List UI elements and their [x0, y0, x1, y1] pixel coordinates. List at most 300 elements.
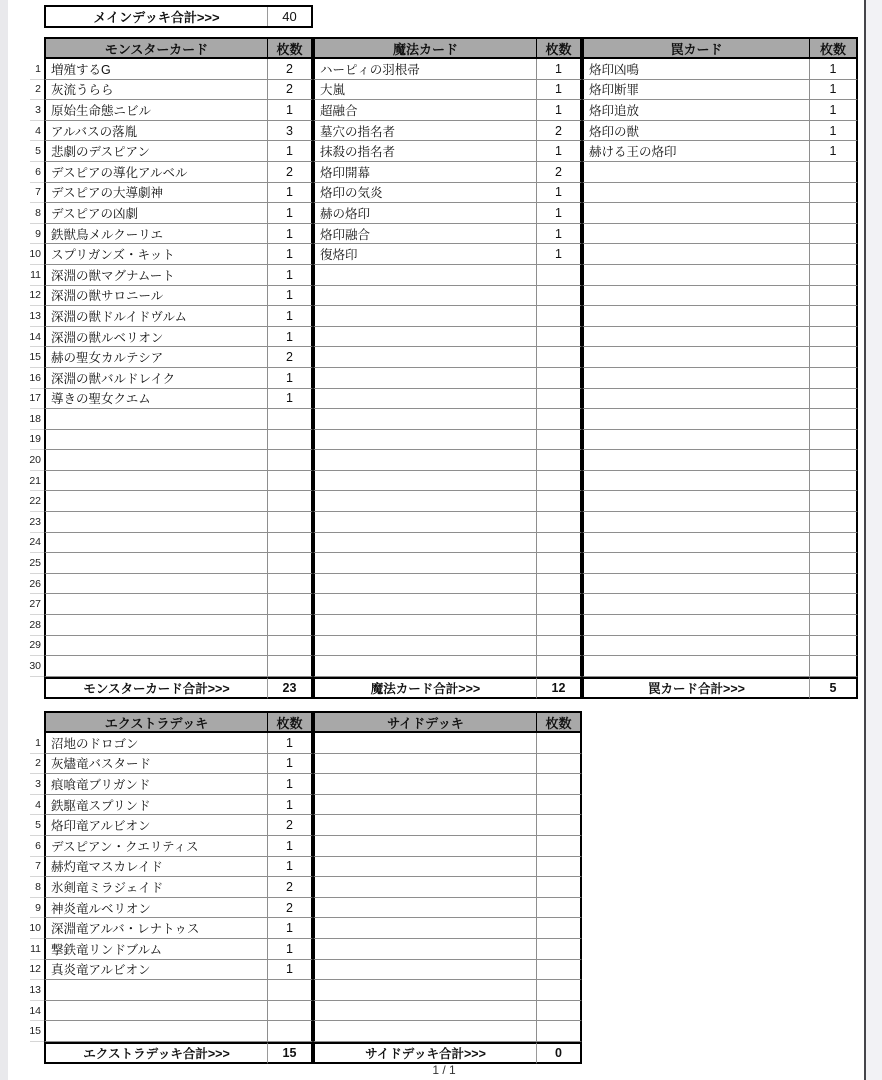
card-name-cell — [313, 980, 537, 1001]
card-count-cell — [537, 286, 582, 307]
card-count-cell: 1 — [268, 224, 313, 245]
row-number-gutter — [30, 37, 44, 59]
row-number: 15 — [30, 347, 44, 368]
card-name-cell — [313, 512, 537, 533]
card-count-cell — [810, 327, 858, 348]
card-count-cell — [810, 574, 858, 595]
card-name-cell: 烙印追放 — [582, 100, 810, 121]
card-count-cell — [810, 389, 858, 410]
column-header: 魔法カード — [313, 37, 537, 59]
card-count-cell — [810, 553, 858, 574]
card-count-cell — [537, 636, 582, 657]
card-count-cell — [810, 347, 858, 368]
card-name-cell: 烙印凶鳴 — [582, 59, 810, 80]
card-name-cell — [582, 224, 810, 245]
card-count-cell — [537, 774, 582, 795]
card-count-cell — [537, 656, 582, 677]
card-name-cell — [313, 594, 537, 615]
card-count-cell: 1 — [537, 100, 582, 121]
row-number: 15 — [30, 1021, 44, 1042]
card-count-cell — [810, 265, 858, 286]
row-number: 10 — [30, 918, 44, 939]
row-number: 23 — [30, 512, 44, 533]
card-name-cell: 烙印開幕 — [313, 162, 537, 183]
card-name-cell — [313, 918, 537, 939]
card-name-cell — [313, 368, 537, 389]
row-number: 11 — [30, 265, 44, 286]
card-name-cell — [582, 389, 810, 410]
card-name-cell — [582, 162, 810, 183]
card-name-cell — [44, 533, 268, 554]
card-name-cell: 赫の烙印 — [313, 203, 537, 224]
card-name-cell: 烙印融合 — [313, 224, 537, 245]
card-name-cell — [44, 615, 268, 636]
card-name-cell — [313, 815, 537, 836]
card-name-cell — [582, 244, 810, 265]
card-name-cell: 大嵐 — [313, 80, 537, 101]
card-name-cell: 痕喰竜ブリガンド — [44, 774, 268, 795]
card-name-cell — [313, 553, 537, 574]
card-name-cell: 復烙印 — [313, 244, 537, 265]
card-name-cell: 原始生命態ニビル — [44, 100, 268, 121]
card-count-cell: 1 — [268, 774, 313, 795]
card-count-cell — [810, 512, 858, 533]
card-count-cell — [537, 1021, 582, 1042]
row-number: 11 — [30, 939, 44, 960]
card-name-cell — [313, 450, 537, 471]
card-count-cell: 1 — [268, 795, 313, 816]
card-count-cell — [537, 898, 582, 919]
card-name-cell: 烙印の獣 — [582, 121, 810, 142]
column-header: サイドデッキ — [313, 711, 537, 733]
card-name-cell — [582, 409, 810, 430]
card-count-cell: 1 — [268, 203, 313, 224]
card-count-cell — [537, 960, 582, 981]
card-name-cell: 鉄駆竜スプリンド — [44, 795, 268, 816]
card-name-cell — [313, 286, 537, 307]
card-count-cell — [268, 594, 313, 615]
section-total-label: 罠カード合計>>> — [582, 677, 810, 699]
card-count-cell — [537, 306, 582, 327]
card-name-cell — [313, 1001, 537, 1022]
card-count-cell: 1 — [268, 960, 313, 981]
count-column-header: 枚数 — [810, 37, 858, 59]
row-number: 8 — [30, 203, 44, 224]
card-name-cell: デスピアン・クエリティス — [44, 836, 268, 857]
card-name-cell: ハーピィの羽根帚 — [313, 59, 537, 80]
row-number: 27 — [30, 594, 44, 615]
row-number: 1 — [30, 59, 44, 80]
row-number: 4 — [30, 795, 44, 816]
row-number: 7 — [30, 857, 44, 878]
section-total-value: 15 — [268, 1042, 313, 1064]
row-number: 26 — [30, 574, 44, 595]
row-number: 14 — [30, 1001, 44, 1022]
row-number: 21 — [30, 471, 44, 492]
card-name-cell — [313, 347, 537, 368]
card-name-cell: 真炎竜アルビオン — [44, 960, 268, 981]
section-total-label: 魔法カード合計>>> — [313, 677, 537, 699]
card-name-cell: 深淵の獣バルドレイク — [44, 368, 268, 389]
card-name-cell — [313, 656, 537, 677]
card-name-cell — [44, 1001, 268, 1022]
row-number: 12 — [30, 286, 44, 307]
card-name-cell: 抹殺の指名者 — [313, 141, 537, 162]
column-header: エクストラデッキ — [44, 711, 268, 733]
card-count-cell: 1 — [537, 203, 582, 224]
card-name-cell: 烙印の気炎 — [313, 183, 537, 204]
card-count-cell — [810, 594, 858, 615]
row-number: 7 — [30, 183, 44, 204]
row-number: 5 — [30, 815, 44, 836]
row-number: 3 — [30, 100, 44, 121]
card-count-cell — [537, 615, 582, 636]
card-count-cell: 1 — [537, 244, 582, 265]
card-count-cell — [537, 265, 582, 286]
card-count-cell — [537, 733, 582, 754]
row-number: 28 — [30, 615, 44, 636]
card-count-cell: 1 — [268, 286, 313, 307]
row-number: 4 — [30, 121, 44, 142]
card-name-cell: 神炎竜ルベリオン — [44, 898, 268, 919]
card-count-cell: 1 — [268, 939, 313, 960]
card-count-cell: 1 — [268, 918, 313, 939]
card-name-cell — [582, 265, 810, 286]
card-count-cell: 2 — [537, 121, 582, 142]
card-name-cell: 沼地のドロゴン — [44, 733, 268, 754]
card-name-cell: 赫の聖女カルテシア — [44, 347, 268, 368]
card-count-cell: 1 — [810, 59, 858, 80]
card-name-cell — [582, 533, 810, 554]
row-number: 5 — [30, 141, 44, 162]
card-count-cell: 1 — [537, 59, 582, 80]
row-number: 19 — [30, 430, 44, 451]
card-name-cell — [582, 327, 810, 348]
card-name-cell — [313, 615, 537, 636]
row-number: 17 — [30, 389, 44, 410]
count-column-header: 枚数 — [537, 37, 582, 59]
card-count-cell — [810, 286, 858, 307]
row-number: 29 — [30, 636, 44, 657]
card-name-cell — [313, 1021, 537, 1042]
card-count-cell — [537, 815, 582, 836]
card-count-cell — [810, 656, 858, 677]
count-column-header: 枚数 — [268, 37, 313, 59]
card-count-cell: 1 — [537, 224, 582, 245]
row-number: 2 — [30, 754, 44, 775]
card-count-cell — [268, 409, 313, 430]
card-count-cell — [268, 615, 313, 636]
card-count-cell — [537, 471, 582, 492]
card-name-cell — [44, 980, 268, 1001]
card-count-cell: 2 — [268, 877, 313, 898]
card-name-cell: 導きの聖女クエム — [44, 389, 268, 410]
card-count-cell: 1 — [268, 857, 313, 878]
card-count-cell — [537, 918, 582, 939]
card-name-cell — [582, 512, 810, 533]
card-name-cell — [582, 471, 810, 492]
section-total-value: 5 — [810, 677, 858, 699]
card-name-cell: 深淵の獣ルベリオン — [44, 327, 268, 348]
column-header: 罠カード — [582, 37, 810, 59]
row-number: 12 — [30, 960, 44, 981]
card-count-cell: 1 — [537, 141, 582, 162]
row-number: 13 — [30, 306, 44, 327]
card-count-cell — [537, 533, 582, 554]
card-name-cell — [582, 491, 810, 512]
card-name-cell — [44, 553, 268, 574]
card-count-cell: 1 — [268, 244, 313, 265]
card-name-cell — [313, 327, 537, 348]
card-count-cell — [810, 203, 858, 224]
card-count-cell: 1 — [268, 733, 313, 754]
section-total-label: モンスターカード合計>>> — [44, 677, 268, 699]
row-number: 9 — [30, 224, 44, 245]
card-count-cell: 1 — [268, 368, 313, 389]
card-count-cell — [810, 533, 858, 554]
card-name-cell — [582, 450, 810, 471]
card-count-cell — [537, 836, 582, 857]
row-number: 24 — [30, 533, 44, 554]
card-name-cell — [313, 389, 537, 410]
card-name-cell — [44, 491, 268, 512]
card-name-cell — [582, 553, 810, 574]
card-name-cell — [313, 409, 537, 430]
card-count-cell — [537, 594, 582, 615]
card-count-cell — [268, 636, 313, 657]
main-deck-total-box — [44, 5, 313, 28]
card-name-cell — [582, 368, 810, 389]
card-count-cell — [537, 980, 582, 1001]
card-count-cell — [268, 1001, 313, 1022]
count-column-header: 枚数 — [537, 711, 582, 733]
card-count-cell: 2 — [268, 898, 313, 919]
card-name-cell — [44, 594, 268, 615]
card-count-cell: 1 — [268, 327, 313, 348]
card-name-cell — [582, 183, 810, 204]
card-count-cell: 1 — [810, 80, 858, 101]
card-count-cell — [268, 553, 313, 574]
card-count-cell: 1 — [537, 183, 582, 204]
card-count-cell — [810, 224, 858, 245]
card-name-cell: 灰流うらら — [44, 80, 268, 101]
card-name-cell — [313, 574, 537, 595]
card-name-cell — [313, 491, 537, 512]
card-count-cell — [537, 347, 582, 368]
card-name-cell — [582, 203, 810, 224]
card-name-cell: 赫灼竜マスカレイド — [44, 857, 268, 878]
card-name-cell — [313, 795, 537, 816]
card-name-cell: 鉄獣鳥メルクーリエ — [44, 224, 268, 245]
card-count-cell — [268, 450, 313, 471]
card-count-cell — [810, 636, 858, 657]
row-number: 14 — [30, 327, 44, 348]
card-count-cell — [810, 615, 858, 636]
card-name-cell — [313, 306, 537, 327]
card-name-cell — [313, 898, 537, 919]
card-name-cell — [582, 574, 810, 595]
card-count-cell — [537, 939, 582, 960]
card-count-cell — [810, 430, 858, 451]
row-number: 25 — [30, 553, 44, 574]
row-number: 2 — [30, 80, 44, 101]
card-name-cell — [582, 306, 810, 327]
card-name-cell — [582, 656, 810, 677]
card-name-cell — [44, 409, 268, 430]
card-count-cell — [268, 533, 313, 554]
section-total-value: 0 — [537, 1042, 582, 1064]
card-name-cell: 悲劇のデスピアン — [44, 141, 268, 162]
card-name-cell — [582, 615, 810, 636]
card-count-cell: 1 — [810, 100, 858, 121]
card-name-cell — [44, 471, 268, 492]
card-name-cell: 超融合 — [313, 100, 537, 121]
page-left-margin — [0, 0, 8, 1080]
card-count-cell: 2 — [268, 815, 313, 836]
card-name-cell: 赫ける王の烙印 — [582, 141, 810, 162]
card-count-cell — [537, 368, 582, 389]
card-name-cell — [313, 733, 537, 754]
card-count-cell — [537, 795, 582, 816]
card-count-cell — [810, 409, 858, 430]
card-name-cell — [44, 1021, 268, 1042]
card-count-cell — [537, 574, 582, 595]
row-number: 9 — [30, 898, 44, 919]
card-name-cell: 烙印断罪 — [582, 80, 810, 101]
card-count-cell — [810, 162, 858, 183]
card-count-cell — [268, 430, 313, 451]
card-count-cell: 1 — [268, 141, 313, 162]
card-count-cell — [537, 389, 582, 410]
row-number: 30 — [30, 656, 44, 677]
card-count-cell: 2 — [268, 80, 313, 101]
card-name-cell: アルバスの落胤 — [44, 121, 268, 142]
extra-side-deck-table — [30, 711, 582, 1064]
card-count-cell: 2 — [268, 162, 313, 183]
card-count-cell — [537, 327, 582, 348]
card-count-cell — [268, 980, 313, 1001]
card-count-cell — [537, 491, 582, 512]
row-number: 10 — [30, 244, 44, 265]
card-name-cell — [582, 347, 810, 368]
card-count-cell — [810, 491, 858, 512]
row-number-gutter — [30, 677, 44, 699]
card-name-cell: 深淵の獣ドルイドヴルム — [44, 306, 268, 327]
card-name-cell — [582, 430, 810, 451]
card-name-cell: 墓穴の指名者 — [313, 121, 537, 142]
card-name-cell — [44, 574, 268, 595]
card-count-cell — [268, 512, 313, 533]
row-number: 20 — [30, 450, 44, 471]
card-count-cell — [810, 471, 858, 492]
card-count-cell — [810, 450, 858, 471]
card-count-cell: 3 — [268, 121, 313, 142]
card-name-cell — [313, 471, 537, 492]
column-header: モンスターカード — [44, 37, 268, 59]
card-name-cell — [44, 656, 268, 677]
card-name-cell — [44, 430, 268, 451]
card-count-cell — [268, 574, 313, 595]
card-name-cell: 深淵の獣サロニール — [44, 286, 268, 307]
row-number-gutter — [30, 1042, 44, 1064]
card-count-cell — [810, 306, 858, 327]
card-name-cell: 灰燼竜バスタード — [44, 754, 268, 775]
card-name-cell: 撃鉄竜リンドブルム — [44, 939, 268, 960]
card-name-cell — [44, 512, 268, 533]
card-count-cell — [268, 1021, 313, 1042]
card-name-cell — [44, 450, 268, 471]
card-count-cell: 1 — [268, 183, 313, 204]
row-number: 3 — [30, 774, 44, 795]
section-total-label: エクストラデッキ合計>>> — [44, 1042, 268, 1064]
card-count-cell — [537, 409, 582, 430]
card-name-cell: 氷剣竜ミラジェイド — [44, 877, 268, 898]
card-name-cell — [313, 960, 537, 981]
card-count-cell — [810, 368, 858, 389]
card-count-cell — [537, 512, 582, 533]
main-deck-total-value: 40 — [282, 9, 297, 24]
card-name-cell — [582, 594, 810, 615]
row-number: 16 — [30, 368, 44, 389]
card-count-cell: 2 — [537, 162, 582, 183]
row-number: 13 — [30, 980, 44, 1001]
card-count-cell: 1 — [268, 306, 313, 327]
card-name-cell — [313, 430, 537, 451]
section-total-value: 23 — [268, 677, 313, 699]
card-name-cell — [313, 774, 537, 795]
main-deck-table — [30, 37, 858, 699]
row-number: 22 — [30, 491, 44, 512]
row-number: 6 — [30, 162, 44, 183]
card-count-cell — [268, 491, 313, 512]
card-name-cell: デスピアの大導劇神 — [44, 183, 268, 204]
card-count-cell: 1 — [810, 121, 858, 142]
card-name-cell — [313, 939, 537, 960]
card-count-cell — [537, 450, 582, 471]
card-count-cell: 1 — [268, 265, 313, 286]
card-count-cell: 1 — [268, 100, 313, 121]
card-name-cell: 烙印竜アルビオン — [44, 815, 268, 836]
card-count-cell — [810, 183, 858, 204]
card-count-cell — [537, 857, 582, 878]
card-name-cell — [313, 533, 537, 554]
card-count-cell: 2 — [268, 59, 313, 80]
card-count-cell: 1 — [268, 389, 313, 410]
section-total-value: 12 — [537, 677, 582, 699]
row-number: 6 — [30, 836, 44, 857]
card-count-cell — [537, 553, 582, 574]
card-name-cell — [582, 636, 810, 657]
card-name-cell: デスピアの凶劇 — [44, 203, 268, 224]
card-count-cell: 1 — [268, 836, 313, 857]
card-name-cell — [313, 754, 537, 775]
card-count-cell — [537, 877, 582, 898]
card-count-cell: 2 — [268, 347, 313, 368]
card-name-cell — [582, 286, 810, 307]
card-count-cell — [268, 656, 313, 677]
card-name-cell — [313, 265, 537, 286]
card-count-cell — [268, 471, 313, 492]
card-name-cell: 深淵の獣マグナムート — [44, 265, 268, 286]
card-name-cell — [313, 836, 537, 857]
card-name-cell: スプリガンズ・キット — [44, 244, 268, 265]
card-name-cell — [313, 857, 537, 878]
count-column-header: 枚数 — [268, 711, 313, 733]
card-count-cell: 1 — [268, 754, 313, 775]
card-count-cell: 1 — [537, 80, 582, 101]
card-count-cell — [537, 754, 582, 775]
row-number: 1 — [30, 733, 44, 754]
